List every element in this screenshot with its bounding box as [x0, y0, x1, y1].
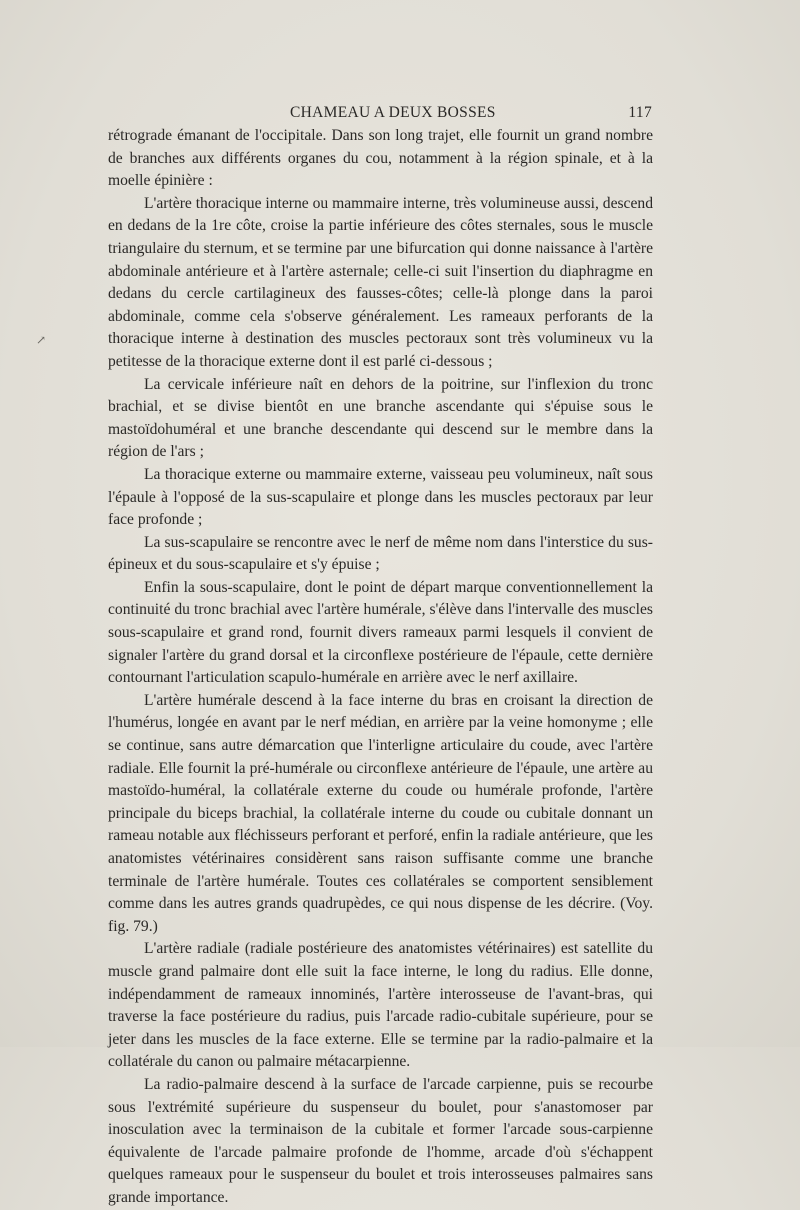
paragraph-radio-palmaire: La radio-palmaire descend à la surface de l'arcade carpienne, puis se recourbe sous l'extrémité supérieure du suspenseur du boulet, pour s'anastomoser par inosculation avec la terminaison de la cubitale et former l'arcade sous-carpienne équivalente de l'arcade palmaire profonde de l'homme, arcade d'où s'échappent quelques rameaux pour le suspenseur du boulet et trois interosseuses palmaires sans grande importance.: [108, 1075, 653, 1206]
paragraph-cervicale-inferieure: La cervicale inférieure naît en dehors de la poitrine, sur l'inflexion du tronc brachial, et se divise bientôt en une branche ascendante qui s'épuise sous le mastoïdohuméral et une branche descendante qui descend sur le membre dans la région de l'ars ;: [108, 375, 653, 461]
paragraph-thoracique-interne: L'artère thoracique interne ou mammaire interne, très volumineuse aussi, descend en dedans de la 1re côte, croise la partie inférieure des côtes sternales, sous le muscle triangulaire du sternum, et se termine par une bifurcation qui donne naissance à l'artère abdominale antérieure et à l'artère asternale; celle-ci suit l'insertion du diaphragme en dedans du cercle cartilagineux des fausses-côtes; celle-là plonge dans la paroi abdominale, comme cela s'observe généralement. Les rameaux perforants de la thoracique interne à destination des muscles pectoraux sont très volumineux vu la petitesse de la thoracique externe dont il est parlé ci-dessous ;: [108, 194, 653, 370]
paragraph-thoracique-externe: La thoracique externe ou mammaire externe, vaisseau peu volumineux, naît sous l'épaule à l'opposé de la sus-scapulaire et plonge dans les muscles pectoraux par leur face profonde ;: [108, 465, 653, 529]
paragraph-continuation: rétrograde émanant de l'occipitale. Dans son long trajet, elle fournit un grand nombre de branches aux différents organes du cou, notamment à la région spinale, et à la moelle épinière :: [108, 127, 653, 190]
margin-pencil-mark-icon: ↗: [36, 333, 47, 347]
page-number: 117: [628, 104, 652, 121]
paragraph-sus-scapulaire: La sus-scapulaire se rencontre avec le nerf de même nom dans l'interstice du sus-épineux et du sous-scapulaire et s'y épuise ;: [108, 533, 653, 574]
running-head: [290, 104, 652, 124]
chapter-title: CHAMEAU A DEUX BOSSES: [290, 104, 496, 121]
paragraph-artere-radiale: L'artère radiale (radiale postérieure des anatomistes vétérinaires) est satellite du muscle grand palmaire dont elle suit la face interne, le long du radius. Elle donne, indépendamment de rameaux innominés, l'artère interosseuse de l'avant-bras, qui traverse la face postérieure du radius, puis l'arcade radio-cubitale supérieure, pour se jeter dans les muscles de la face externe. Elle se termine par la radio-palmaire et la collatérale du canon ou palmaire métacarpienne.: [108, 940, 653, 1071]
paragraph-artere-humerale: L'artère humérale descend à la face interne du bras en croisant la direction de l'humérus, longée en avant par le nerf médian, en arrière par la veine homonyme ; elle se continue, sans autre démarcation que l'interligne articulaire du coude, avec l'artère radiale. Elle fournit la pré-humérale ou circonflexe antérieure de l'épaule, une artère au mastoïdo-huméral, la collatérale externe du coude ou humérale profonde, l'artère principale du biceps brachial, la collatérale interne du coude ou cubitale donnant un rameau notable aux fléchisseurs perforant et perforé, enfin la radiale antérieure, que les anatomistes vétérinaires considèrent sans raison suffisante comme une branche terminale de l'artère humérale. Toutes ces collatérales se comportent sensiblement comme dans les autres grands quadrupèdes, ce qui nous dispense de les décrire. (Voy. fig. 79.): [108, 691, 653, 935]
paragraph-sous-scapulaire: Enfin la sous-scapulaire, dont le point de départ marque conventionnellement la continuité du tronc brachial avec l'artère humérale, s'élève dans l'intervalle des muscles sous-scapulaire et grand rond, fournit divers rameaux parmi lesquels il convient de signaler l'artère du grand dorsal et la circonflexe postérieure de l'épaule, cette dernière contournant l'articulation scapulo-humérale en arrière avec le nerf axillaire.: [108, 578, 653, 687]
